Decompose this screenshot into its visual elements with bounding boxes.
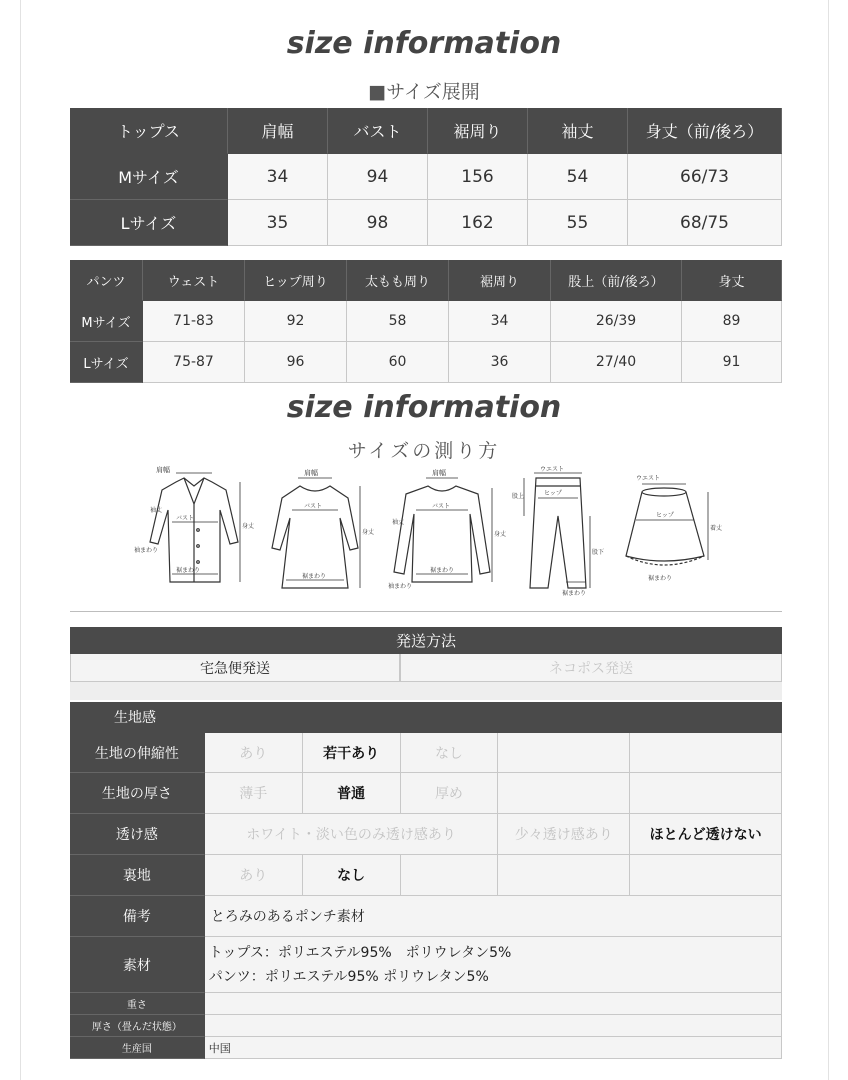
row-label: 備考 [70, 896, 205, 937]
pants-header-cell: 太もも周り [347, 260, 449, 301]
diagram-label: 袖まわり [134, 547, 159, 554]
table-cell: 58 [347, 301, 449, 342]
table-cell: 35 [228, 200, 328, 246]
pants-header-cell: 裾周り [449, 260, 551, 301]
page-frame-right [828, 0, 829, 1080]
measurement-diagrams [132, 464, 722, 599]
table-cell: 27/40 [551, 342, 682, 383]
row-label: 透け感 [70, 814, 205, 855]
weight-value [205, 993, 782, 1015]
diagram-label: 裾まわり [430, 567, 455, 574]
pants-header-cell: 身丈 [682, 260, 782, 301]
option-cell: あり [205, 855, 303, 896]
section-divider [70, 611, 782, 612]
table-row [70, 993, 782, 1015]
size-information-heading: size information [286, 26, 562, 61]
diagram-label: ウエスト [540, 466, 565, 473]
table-cell: 54 [528, 154, 628, 200]
empty-cell [498, 773, 630, 814]
coat-diagram [132, 464, 255, 599]
option-cell: 厚め [401, 773, 499, 814]
table-cell: 96 [245, 342, 347, 383]
shipping-option-takkyubin: 宅急便発送 [70, 654, 400, 682]
empty-cell [498, 855, 630, 896]
diagram-label: 身丈 [242, 523, 255, 530]
table-row [70, 342, 782, 383]
pants-size-table [70, 260, 782, 383]
table-cell: 162 [428, 200, 528, 246]
material-line-pants: パンツ：ポリエステル95% ポリウレタン5% [208, 968, 489, 985]
option-cell-selected: ほとんど透けない [630, 814, 782, 855]
table-row [70, 937, 782, 993]
material-line-tops: トップス：ポリエステル95% ポリウレタン5% [208, 944, 512, 961]
pants-diagram [510, 464, 606, 599]
shipping-title: 発送方法 [70, 627, 782, 654]
diagram-label: 裾まわり [176, 567, 201, 574]
row-label: 生地の伸縮性 [70, 733, 205, 773]
diagram-label: 肩幅 [432, 469, 446, 477]
diagram-label: 袖丈 [150, 507, 163, 514]
option-cell: ホワイト・淡い色のみ透け感あり [205, 814, 499, 855]
page-frame-left [20, 0, 21, 1080]
diagram-label: 股上 [512, 493, 525, 500]
diagram-label: ヒップ [544, 490, 562, 497]
pants-header-cell: ウェスト [143, 260, 245, 301]
tops-header-cell: 肩幅 [228, 108, 328, 154]
table-cell: 34 [449, 301, 551, 342]
table-row [70, 154, 782, 200]
pants-outline-icon [510, 464, 606, 599]
row-label: 素材 [70, 937, 205, 993]
dress-diagram [260, 464, 375, 599]
table-cell: 91 [682, 342, 782, 383]
origin-value: 中国 [205, 1037, 782, 1059]
material-value [205, 937, 782, 993]
table-cell: 94 [328, 154, 428, 200]
row-label: 重さ [70, 993, 205, 1015]
option-cell: あり [205, 733, 303, 773]
pants-header-cell: 股上（前/後ろ） [551, 260, 682, 301]
diagram-label: 着丈 [710, 525, 723, 532]
size-label: Lサイズ [70, 342, 143, 383]
empty-cell [630, 733, 782, 773]
diagram-label: 肩幅 [156, 466, 170, 474]
table-cell: 55 [528, 200, 628, 246]
diagram-label: 肩幅 [304, 469, 318, 477]
table-cell: 75-87 [143, 342, 245, 383]
shipping-method-table [70, 627, 782, 700]
top-diagram [382, 464, 507, 599]
empty-cell [630, 773, 782, 814]
table-row [70, 1037, 782, 1059]
table-cell: 66/73 [628, 154, 782, 200]
diagram-label: ウエスト [636, 475, 661, 482]
table-row [70, 733, 782, 773]
table-row [70, 1015, 782, 1037]
row-label: 生地の厚さ [70, 773, 205, 814]
size-information-heading-2: size information [286, 390, 562, 425]
diagram-label: 股下 [592, 549, 605, 556]
table-cell: 34 [228, 154, 328, 200]
diagram-label: 袖丈 [392, 519, 405, 526]
diagram-label: 裾まわり [648, 575, 673, 582]
table-cell: 92 [245, 301, 347, 342]
table-row [70, 200, 782, 246]
diagram-label: 袖まわり [388, 583, 413, 590]
diagram-label: バスト [432, 503, 451, 510]
table-cell: 89 [682, 301, 782, 342]
pants-header-row [70, 260, 782, 301]
table-cell: 60 [347, 342, 449, 383]
table-row [70, 773, 782, 814]
dress-outline-icon [260, 464, 375, 599]
tops-header-row [70, 108, 782, 154]
table-row [70, 855, 782, 896]
tops-size-table [70, 108, 782, 246]
diagram-label: ヒップ [656, 512, 674, 519]
table-cell: 68/75 [628, 200, 782, 246]
top-outline-icon [382, 464, 507, 599]
option-cell: なし [401, 733, 499, 773]
diagram-label: 裾まわり [562, 590, 587, 597]
tops-header-cell: 身丈（前/後ろ） [628, 108, 782, 154]
tops-header-cell: バスト [328, 108, 428, 154]
tops-header-cell: 袖丈 [528, 108, 628, 154]
diagram-label: 裾まわり [302, 573, 327, 580]
option-cell-selected: なし [303, 855, 401, 896]
pants-header-cell: ヒップ周り [245, 260, 347, 301]
remarks-value: とろみのあるポンチ素材 [205, 896, 782, 937]
diagram-label: 身丈 [362, 529, 375, 536]
size-label: Mサイズ [70, 154, 228, 200]
tops-header-cell: トップス [70, 108, 228, 154]
how-to-measure-subheading: サイズの測り方 [347, 440, 501, 462]
option-cell-selected: 普通 [303, 773, 401, 814]
table-row [70, 896, 782, 937]
table-cell: 98 [328, 200, 428, 246]
skirt-outline-icon [612, 464, 722, 599]
skirt-diagram [612, 464, 722, 599]
fabric-details-table [70, 702, 782, 1059]
row-label: 厚さ（畳んだ状態） [70, 1015, 205, 1037]
table-cell: 71-83 [143, 301, 245, 342]
option-cell: 薄手 [205, 773, 303, 814]
diagram-label: 身丈 [494, 531, 507, 538]
diagram-label: バスト [176, 515, 195, 522]
size-chart-subheading: ■サイズ展開 [368, 81, 480, 103]
empty-cell [498, 733, 630, 773]
table-row [70, 814, 782, 855]
pants-header-cell: パンツ [70, 260, 143, 301]
table-cell: 156 [428, 154, 528, 200]
diagram-label: バスト [304, 503, 323, 510]
spacer [70, 682, 782, 700]
tops-header-cell: 裾周り [428, 108, 528, 154]
empty-cell [401, 855, 499, 896]
size-label: Lサイズ [70, 200, 228, 246]
folded-thickness-value [205, 1015, 782, 1037]
row-label: 裏地 [70, 855, 205, 896]
shipping-option-nekopos: ネコポス発送 [400, 654, 782, 682]
coat-outline-icon [132, 464, 255, 599]
option-cell-selected: 若干あり [303, 733, 401, 773]
empty-cell [630, 855, 782, 896]
size-label: Mサイズ [70, 301, 143, 342]
fabric-title: 生地感 [70, 702, 782, 733]
table-row [70, 301, 782, 342]
option-cell: 少々透け感あり [498, 814, 630, 855]
table-cell: 36 [449, 342, 551, 383]
table-cell: 26/39 [551, 301, 682, 342]
row-label: 生産国 [70, 1037, 205, 1059]
